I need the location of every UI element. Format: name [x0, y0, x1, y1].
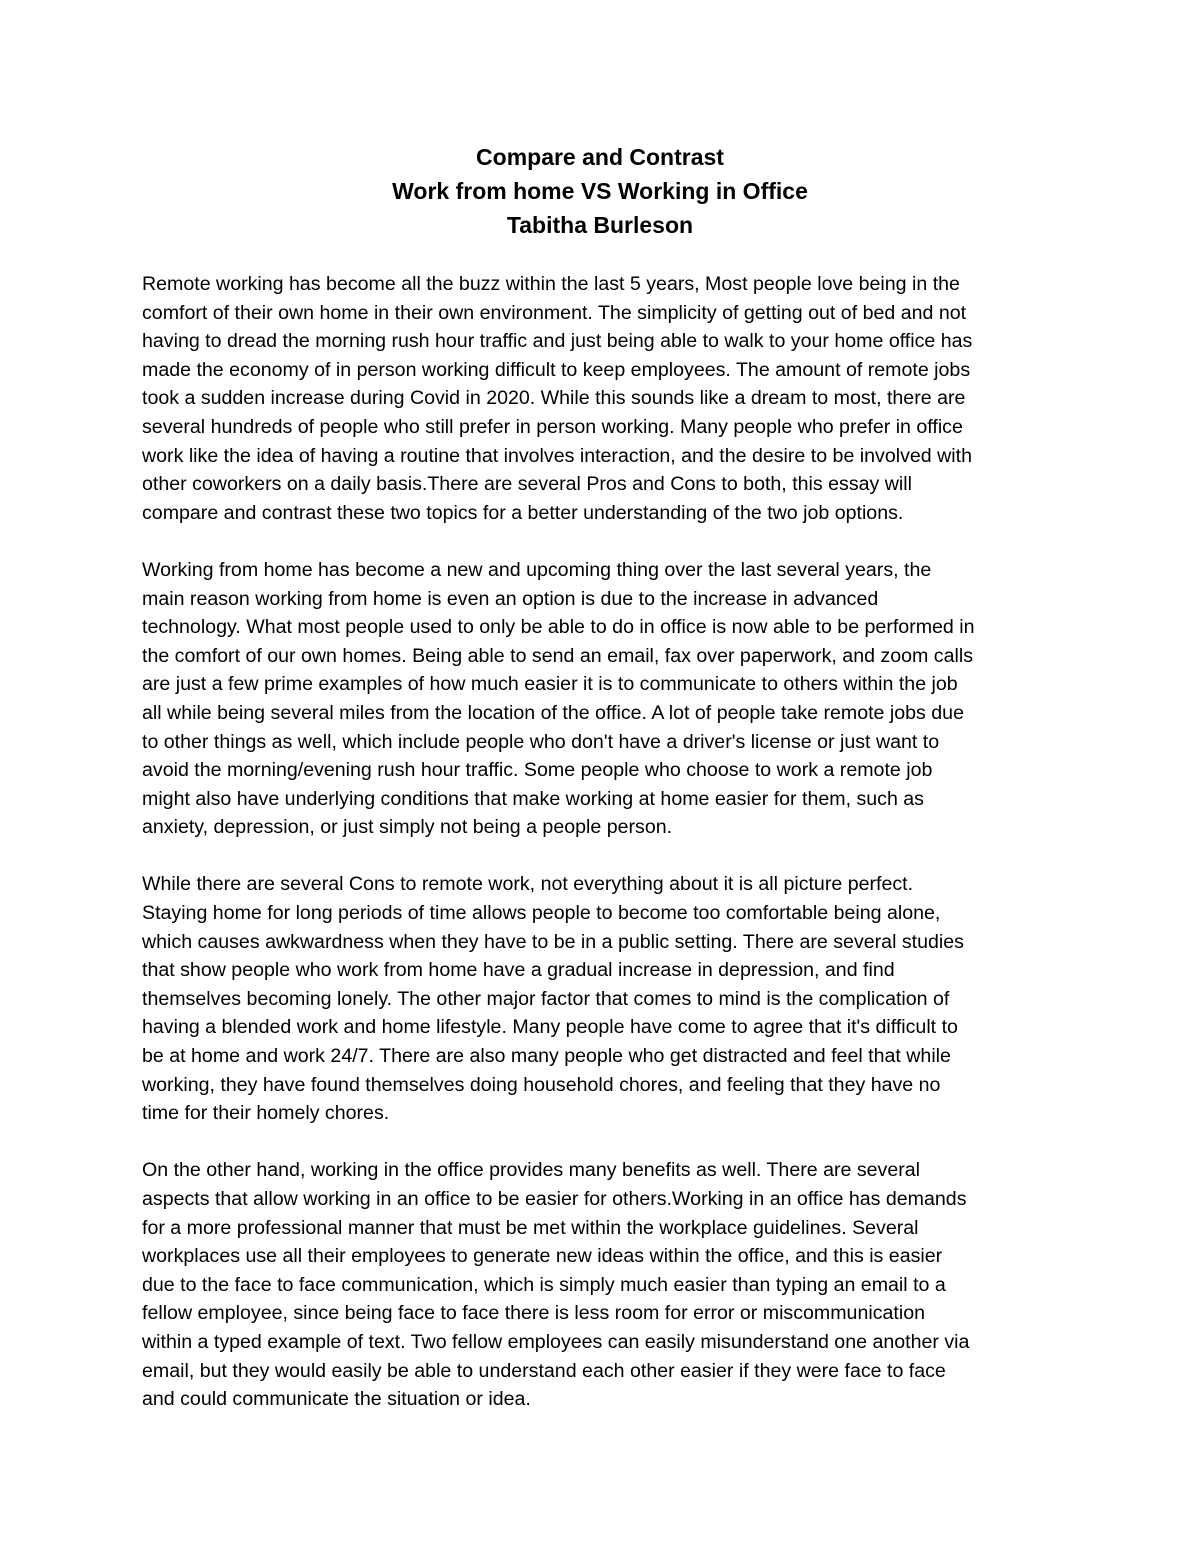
text-line: might also have underlying conditions that make working at home easier for them, such as — [142, 787, 924, 810]
text-line: email, but they would easily be able to understand each other easier if they were face to face — [142, 1359, 946, 1382]
text-line: and could communicate the situation or idea. — [142, 1388, 531, 1411]
paragraph-work-from-home — [142, 556, 1062, 842]
text-line: several hundreds of people who still prefer in person working. Many people who prefer in office — [142, 415, 963, 438]
text-line: While there are several Cons to remote work, not everything about it is all picture perfect. — [142, 873, 914, 896]
text-line: anxiety, depression, or just simply not being a people person. — [142, 816, 673, 839]
text-line: main reason working from home is even an option is due to the increase in advanced — [142, 587, 879, 610]
text-line: to other things as well, which include people who don't have a driver's license or just want to — [142, 730, 940, 753]
document-title: Compare and Contrast — [476, 144, 724, 170]
text-line: other coworkers on a daily basis.There are several Pros and Cons to both, this essay will — [142, 473, 912, 496]
text-line: compare and contrast these two topics for a better understanding of the two job options. — [142, 501, 904, 524]
text-line: Working from home has become a new and upcoming thing over the last several years, the — [142, 558, 932, 581]
document-body — [142, 270, 1062, 1442]
document-subtitle: Work from home VS Working in Office — [392, 178, 808, 204]
text-line: that show people who work from home have a gradual increase in depression, and find — [142, 959, 895, 982]
text-line: work like the idea of having a routine that involves interaction, and the desire to be involved with — [142, 444, 972, 467]
document-author: Tabitha Burleson — [506, 212, 694, 238]
paragraph-intro — [142, 270, 1062, 527]
paragraph-remote-cons — [142, 870, 1062, 1127]
text-line: which causes awkwardness when they have to be in a public setting. There are several studies — [142, 930, 964, 953]
paragraph-office-benefits — [142, 1156, 1062, 1413]
text-line: On the other hand, working in the office provides many benefits as well. There are several — [142, 1159, 921, 1182]
text-line: technology. What most people used to only be able to do in office is now able to be performed in — [142, 616, 975, 639]
text-line: took a sudden increase during Covid in 2020. While this sounds like a dream to most, there are — [142, 387, 966, 410]
text-line: workplaces use all their employees to generate new ideas within the office, and this is easier — [142, 1245, 943, 1268]
text-line: be at home and work 24/7. There are also many people who get distracted and feel that while — [142, 1045, 951, 1068]
text-line: working, they have found themselves doing household chores, and feeling that they have no — [142, 1073, 941, 1096]
text-line: comfort of their own home in their own environment. The simplicity of getting out of bed and not — [142, 301, 967, 324]
text-line: time for their homely chores. — [142, 1102, 390, 1125]
text-line: for a more professional manner that must be met within the workplace guidelines. Several — [142, 1216, 919, 1239]
document-title-block — [0, 140, 1200, 242]
text-line: all while being several miles from the location of the office. A lot of people take remote jobs due — [142, 701, 964, 724]
text-line: due to the face to face communication, which is simply much easier than typing an email to a — [142, 1273, 946, 1296]
text-line: fellow employee, since being face to face there is less room for error or miscommunication — [142, 1302, 925, 1325]
text-line: made the economy of in person working difficult to keep employees. The amount of remote jobs — [142, 358, 971, 381]
text-line: Remote working has become all the buzz within the last 5 years, Most people love being in the — [142, 273, 960, 295]
text-line: avoid the morning/evening rush hour traffic. Some people who choose to work a remote job — [142, 759, 933, 782]
text-line: Staying home for long periods of time allows people to become too comfortable being alone, — [142, 902, 941, 925]
text-line: within a typed example of text. Two fellow employees can easily misunderstand one another via — [142, 1330, 970, 1353]
text-line: aspects that allow working in an office to be easier for others.Working in an office has demands — [142, 1188, 967, 1210]
text-line: having a blended work and home lifestyle. Many people have come to agree that it's difficult to — [142, 1016, 958, 1039]
text-line: are just a few prime examples of how much easier it is to communicate to others within the job — [142, 673, 958, 696]
text-line: having to dread the morning rush hour traffic and just being able to walk to your home office has — [142, 330, 973, 353]
text-line: themselves becoming lonely. The other major factor that comes to mind is the complication of — [142, 987, 950, 1010]
text-line: the comfort of our own homes. Being able to send an email, fax over paperwork, and zoom calls — [142, 644, 973, 667]
